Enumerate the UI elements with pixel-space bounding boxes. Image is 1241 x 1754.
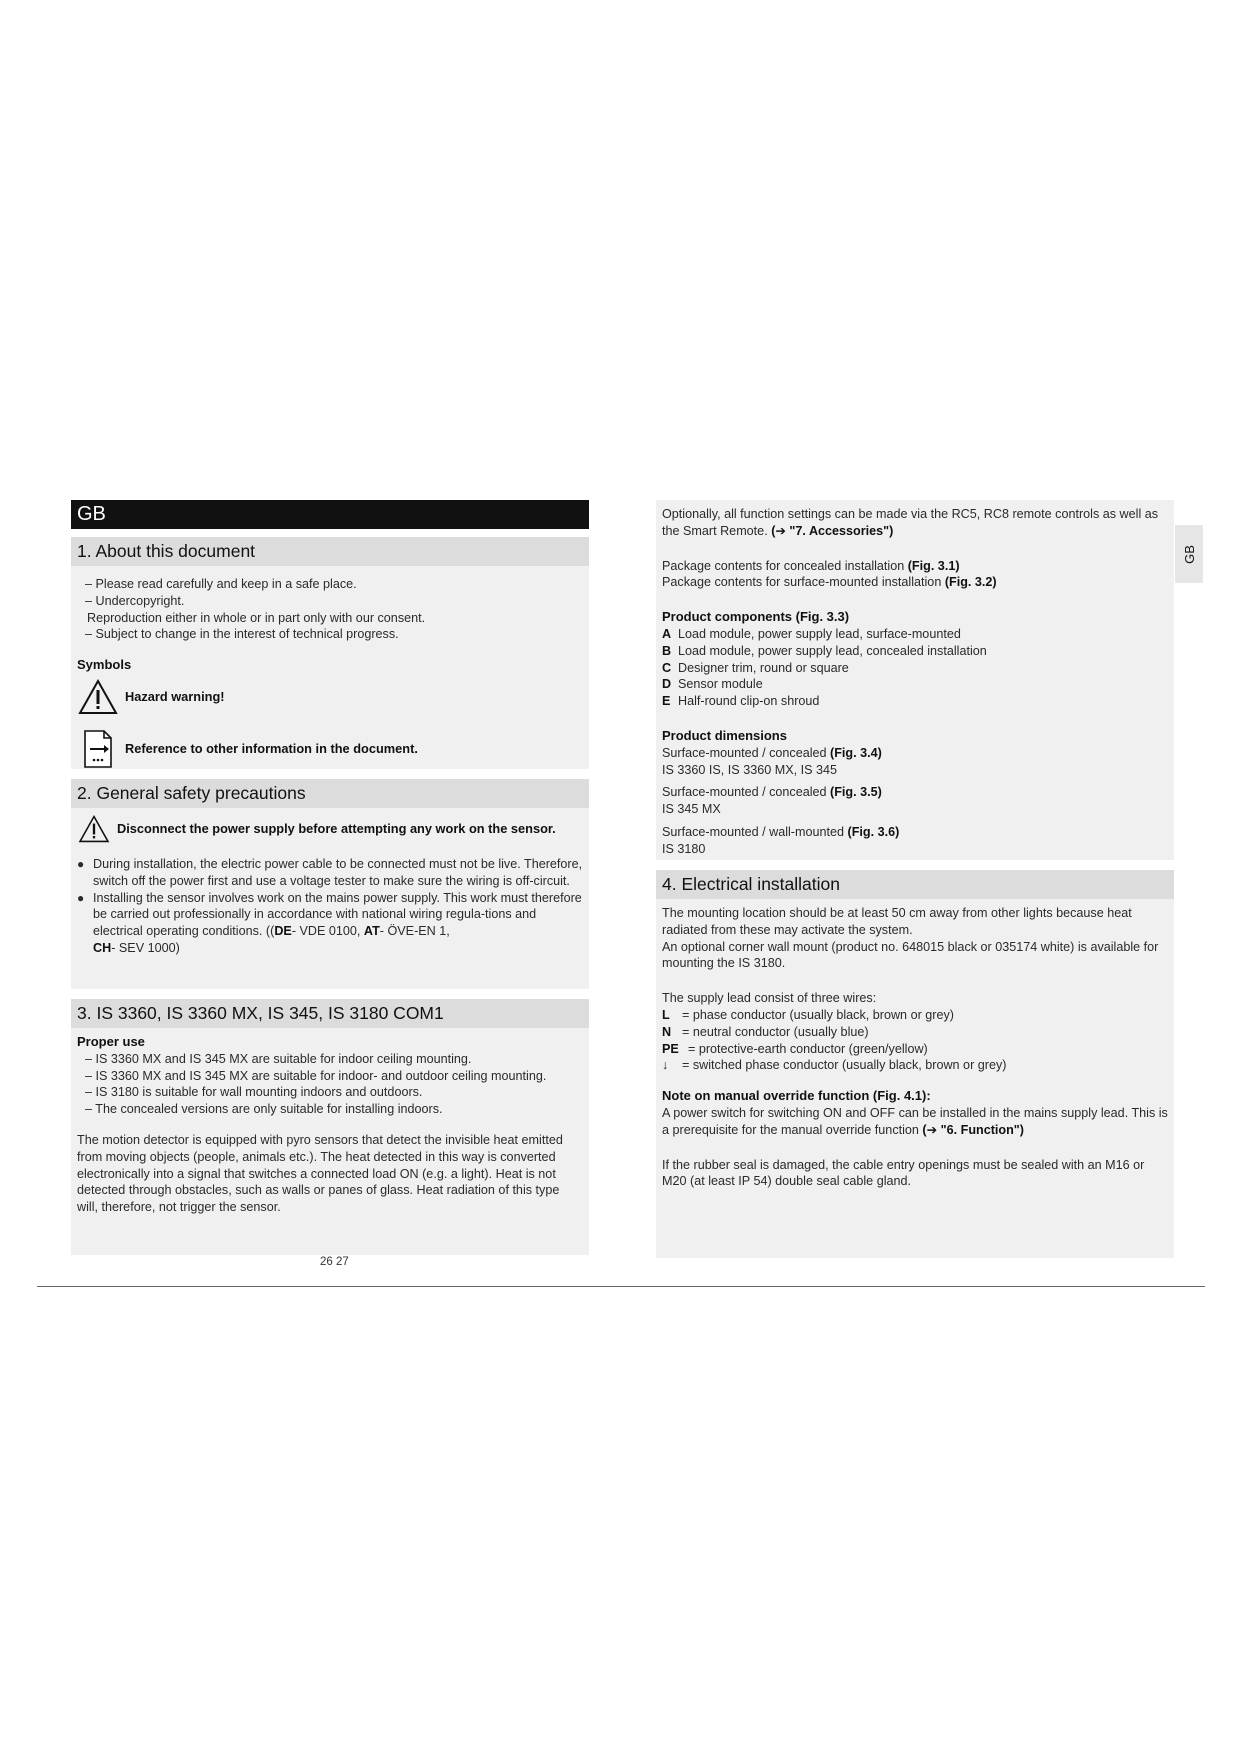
reference-symbol-row: [77, 726, 583, 772]
use-line-2: – IS 3360 MX and IS 345 MX are suitable for indoor- and outdoor ceiling mounting.: [85, 1068, 547, 1083]
section-title: 4. Electrical installation: [656, 870, 1174, 899]
proper-use-heading: Proper use: [77, 1034, 145, 1049]
reference-label: Reference to other information in the document.: [125, 740, 418, 756]
wire-l: L = phase conductor (usually black, brown or grey): [662, 1007, 954, 1022]
hazard-warning-label: Hazard warning!: [125, 688, 225, 704]
wire-switched: ↓ = switched phase conductor (usually black, brown or grey): [662, 1058, 1007, 1073]
package-surface: Package contents for surface-mounted installation (Fig. 3.2): [662, 575, 997, 590]
switched-phase-arrow-icon: ↓: [662, 1058, 669, 1073]
use-line-3: – IS 3180 is suitable for wall mounting indoors and outdoors.: [85, 1085, 423, 1100]
page-numbers: 26 27: [320, 1256, 349, 1268]
dimension-2: Surface-mounted / concealed (Fig. 3.5): [662, 785, 882, 800]
component-a: A Load module, power supply lead, surface-mounted: [662, 626, 961, 641]
language-bar: GB: [71, 500, 589, 529]
hazard-symbol-row: [77, 674, 583, 720]
mounting-paragraph: The mounting location should be at least 50 cm away from other lights because heat radiated from these may activate the system.: [662, 906, 1132, 937]
package-concealed: Package contents for concealed installation (Fig. 3.1): [662, 558, 960, 573]
dimension-2-models: IS 345 MX: [662, 802, 721, 817]
bottom-divider: [37, 1286, 1205, 1287]
dimension-1: Surface-mounted / concealed (Fig. 3.4): [662, 745, 882, 760]
wire-n: N = neutral conductor (usually blue): [662, 1024, 869, 1039]
seal-paragraph: If the rubber seal is damaged, the cable entry openings must be sealed with an M16 or M20 (at least IP 54) double seal cable gland.: [662, 1157, 1145, 1189]
motion-detector-paragraph: The motion detector is equipped with pyro sensors that detect the invisible heat emitted from moving objects (people, animals etc.). The heat detected in this way is converted electronically into a signal that switches a connected load ON (e.g. a light). Heat is not detected through obstacles, such as walls or panes of glass. Heat radiation of this type will, therefore, not trigger the sensor.: [77, 1132, 563, 1215]
intro-paragraph: Optionally, all function settings can be made via the RC5, RC8 remote controls as well as the Smart Remote. (➔ "7. Accessories"): [662, 507, 1159, 538]
override-heading: Note on manual override function (Fig. 4.1):: [662, 1088, 931, 1104]
dimension-1-models: IS 3360 IS, IS 3360 MX, IS 345: [662, 762, 838, 777]
dimensions-heading: Product dimensions: [662, 727, 787, 743]
warning-triangle-icon: [77, 812, 111, 846]
safety-bullet-1: ● During installation, the electric power cable to be connected must not be live. Therefore, switch off the power first and use a voltage tester to make sure the wiring is off-circuit.: [77, 857, 583, 888]
dimension-3-models: IS 3180: [662, 841, 706, 856]
wire-pe: PE = protective-earth conductor (green/yellow): [662, 1041, 928, 1056]
about-line-4: – Subject to change in the interest of technical progress.: [85, 627, 399, 642]
component-b: B Load module, power supply lead, concealed installation: [662, 643, 987, 658]
symbols-heading: Symbols: [77, 657, 132, 673]
section-title: 1. About this document: [71, 537, 589, 566]
section-safety-precautions: [71, 779, 589, 989]
language-side-tab: GB: [1175, 525, 1203, 583]
component-d: D Sensor module: [662, 677, 763, 692]
section-about-document: [71, 537, 589, 769]
section-title: 2. General safety precautions: [71, 779, 589, 808]
section-electrical-installation: [656, 870, 1174, 1258]
section-products: [71, 999, 589, 1255]
hazard-warning-icon: [77, 676, 119, 718]
wires-intro: The supply lead consist of three wires:: [662, 991, 877, 1006]
right-page: [656, 500, 1174, 1258]
component-e: E Half-round clip-on shroud: [662, 694, 820, 709]
about-line-3: Reproduction either in whole or in part only with our consent.: [87, 610, 426, 625]
dimension-3: Surface-mounted / wall-mounted (Fig. 3.6): [662, 824, 900, 839]
safety-warning-row: [77, 812, 583, 846]
about-line-1: – Please read carefully and keep in a safe place.: [85, 577, 357, 591]
use-line-4: – The concealed versions are only suitable for installing indoors.: [85, 1102, 443, 1117]
corner-mount-paragraph: An optional corner wall mount (product no. 648015 black or 035174 white) is available for mounting the IS 3180.: [662, 939, 1159, 971]
left-page: [71, 500, 589, 1255]
use-line-1: – IS 3360 MX and IS 345 MX are suitable for indoor ceiling mounting.: [85, 1051, 472, 1066]
about-line-2: – Undercopyright.: [85, 593, 185, 608]
safety-bullet-2: ● Installing the sensor involves work on the mains power supply. This work must therefore be carried out professionally in accordance with national wiring regula-tions and electrical operating conditions. ((DE- VDE 0100, AT- ÖVE-EN 1, CH- SEV 1000): [77, 890, 582, 955]
reference-document-icon: [77, 728, 119, 770]
product-info-panel: [656, 500, 1174, 860]
components-heading: Product components (Fig. 3.3): [662, 609, 850, 625]
section-title: 3. IS 3360, IS 3360 MX, IS 345, IS 3180 COM1: [71, 999, 589, 1028]
safety-warning-text: Disconnect the power supply before attempting any work on the sensor.: [117, 820, 556, 836]
component-c: C Designer trim, round or square: [662, 660, 849, 675]
override-paragraph: A power switch for switching ON and OFF can be installed in the mains supply lead. This is a prerequisite for the manual override function (➔ "6. Function"): [662, 1105, 1168, 1137]
